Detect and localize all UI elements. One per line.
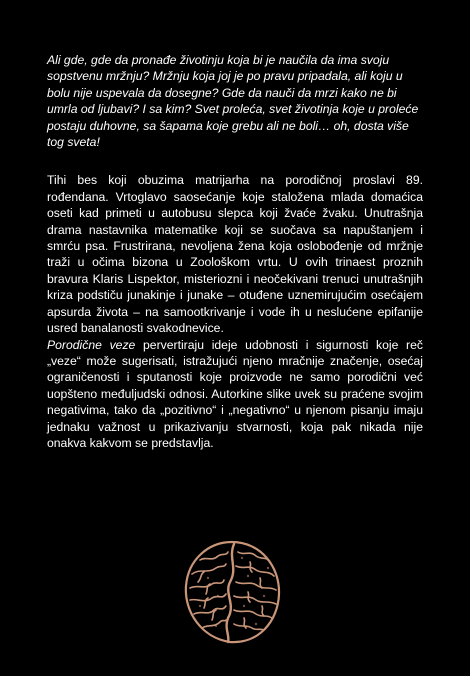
- description-paragraph-2: [47, 337, 423, 452]
- back-cover-text: [47, 52, 423, 451]
- epigraph-quote: Ali gde, gde da pronađe životinju koja bi je naučila da ima svoju sopstvenu mržnju? Mržnju koja joj je po pravu pripadala, ali koju u bolu nije uspevala da dosegne? Gde da nauči da mrzi kako ne bi umrla od ljubavi? I sa kim? Svet proleća, svet životinja koje u proleće postaju duhovne, sa šapama koje grebu ali ne boli… oh, dosta više tog sveta!: [47, 53, 419, 150]
- description: [47, 172, 423, 451]
- book-title: Porodične veze: [47, 337, 136, 352]
- walnut-icon: [178, 538, 286, 646]
- description-paragraph-1: Tihi bes koji obuzima matrijarha na porodičnoj proslavi 89. rođendana. Vrtoglavo saosećanje koje staložena mlada domaćica oseti kad primeti u autobusu slepca koji žvaće žvaku. Unutrašnja drama nastavnika matematike koji se suočava sa napuštanjem i smrću psa. Frustrirana, nevoljena žena koja oslobođenje od mržnje traži u očima bizona u Zoološkom vrtu. U ovih trinaest proznih bravura Klaris Lispektor, misteriozni i neočekivani trenuci unutrašnjih kriza podstiču junakinje i junake – otuđene uznemirujućim osećajem apsurda života – na samootkrivanje i vode ih u neslućene epifanije usred banalanosti svakodnevice.: [47, 173, 423, 336]
- description-paragraph-2-text: pervertiraju ideje udobnosti i sigurnosti koje reč „veze“ može sugerisati, istražujući njeno mračnije značenje, osećaj ograničenosti i sputanosti koje proizvode ne samo porodični već uopšteno međuljudski odnosi. Autorkine slike uvek su praćene svojim negativima, tako da „pozitivno“ i „negativno“ u njenom pisanju imaju jednaku važnost u prikazivanju stvarnosti, koja pak nikada nije onakva kakvom se predstavlja.: [47, 337, 423, 450]
